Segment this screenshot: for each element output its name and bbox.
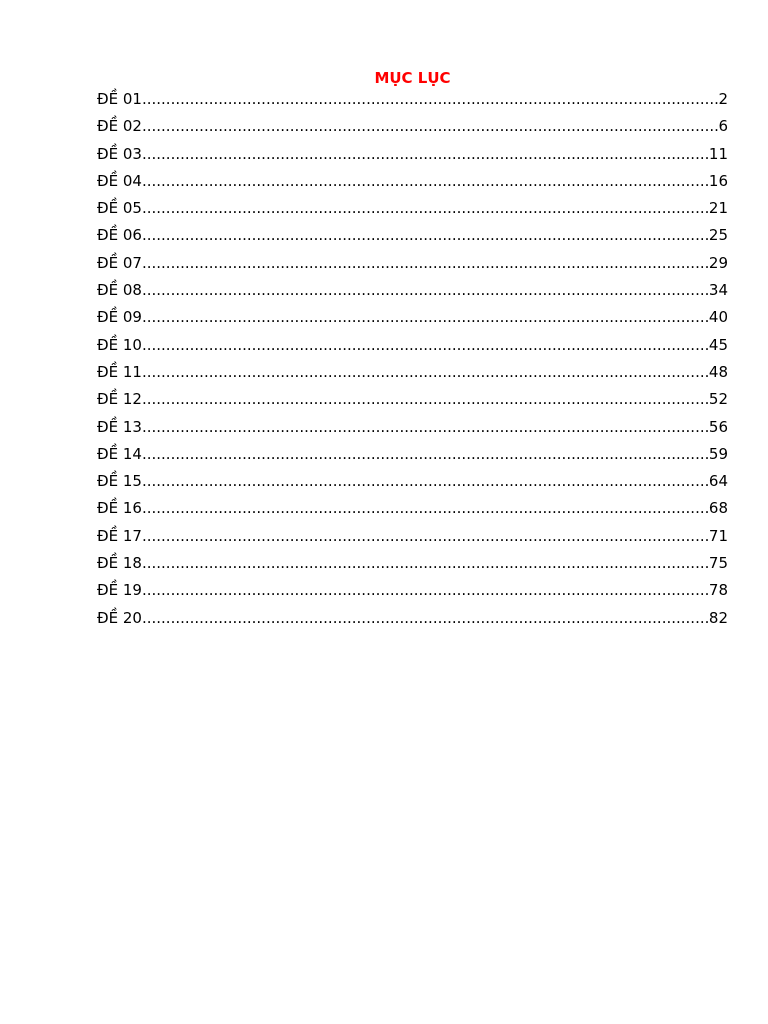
toc-entry-page-number: 2 bbox=[718, 90, 728, 108]
toc-entry-page-number: 11 bbox=[708, 144, 728, 163]
toc-entry[interactable] bbox=[97, 115, 728, 142]
toc-entry-label: ĐỀ 15 bbox=[97, 472, 142, 491]
toc-entry[interactable] bbox=[97, 143, 728, 170]
toc-entry[interactable] bbox=[97, 334, 728, 361]
toc-entry-page-number: 78 bbox=[708, 581, 728, 600]
toc-entry-page-number: 25 bbox=[708, 226, 728, 245]
toc-entry-label: ĐỀ 16 bbox=[97, 499, 142, 518]
toc-entry-label: ĐỀ 14 bbox=[97, 444, 142, 463]
toc-entry[interactable] bbox=[97, 497, 728, 524]
toc-entry[interactable] bbox=[97, 306, 728, 333]
toc-entry-page-number: 6 bbox=[718, 117, 728, 136]
toc-entry-label: ĐỀ 11 bbox=[97, 362, 142, 381]
toc-entry[interactable] bbox=[97, 416, 728, 443]
toc-entry-label: ĐỀ 05 bbox=[97, 199, 142, 218]
toc-dot-leader bbox=[142, 88, 718, 110]
toc-entry-label: ĐỀ 03 bbox=[97, 144, 142, 163]
toc-dot-leader bbox=[142, 279, 709, 301]
toc-entry-page-number: 56 bbox=[708, 417, 728, 436]
toc-dot-leader bbox=[142, 497, 709, 519]
toc-entry-label: ĐỀ 17 bbox=[97, 526, 142, 545]
toc-dot-leader bbox=[142, 470, 709, 492]
toc-entry-label: ĐỀ 02 bbox=[97, 117, 142, 136]
toc-dot-leader bbox=[142, 334, 709, 356]
toc-entry[interactable] bbox=[97, 552, 728, 579]
toc-title: MỤC LỤC bbox=[374, 69, 451, 87]
toc-dot-leader bbox=[142, 224, 709, 246]
toc-entry-label: ĐỀ 19 bbox=[97, 581, 142, 600]
toc-entry-page-number: 16 bbox=[708, 171, 728, 190]
toc-entry-label: ĐỀ 12 bbox=[97, 390, 142, 409]
toc-dot-leader bbox=[142, 443, 709, 465]
toc-entry[interactable] bbox=[97, 525, 728, 552]
toc-dot-leader bbox=[142, 416, 709, 438]
toc-dot-leader bbox=[142, 552, 709, 574]
toc-entry[interactable] bbox=[97, 607, 728, 634]
toc-entry-page-number: 71 bbox=[708, 526, 728, 545]
toc-entry[interactable] bbox=[97, 224, 728, 251]
toc-entry-label: ĐỀ 01 bbox=[97, 90, 142, 108]
toc-dot-leader bbox=[142, 361, 709, 383]
toc-entry-label: ĐỀ 09 bbox=[97, 308, 142, 327]
toc-entry-page-number: 59 bbox=[708, 444, 728, 463]
toc-dot-leader bbox=[142, 388, 709, 410]
toc-list bbox=[97, 88, 728, 634]
toc-entry-page-number: 64 bbox=[708, 472, 728, 491]
toc-entry-page-number: 82 bbox=[708, 608, 728, 627]
toc-entry[interactable] bbox=[97, 252, 728, 279]
toc-entry[interactable] bbox=[97, 88, 728, 115]
toc-entry-label: ĐỀ 06 bbox=[97, 226, 142, 245]
toc-entry-label: ĐỀ 13 bbox=[97, 417, 142, 436]
toc-entry[interactable] bbox=[97, 443, 728, 470]
toc-dot-leader bbox=[142, 607, 709, 629]
toc-entry[interactable] bbox=[97, 388, 728, 415]
toc-dot-leader bbox=[142, 197, 709, 219]
toc-entry-label: ĐỀ 10 bbox=[97, 335, 142, 354]
toc-entry-label: ĐỀ 20 bbox=[97, 608, 142, 627]
toc-entry-label: ĐỀ 18 bbox=[97, 554, 142, 573]
toc-entry[interactable] bbox=[97, 170, 728, 197]
toc-entry-page-number: 52 bbox=[708, 390, 728, 409]
toc-entry[interactable] bbox=[97, 361, 728, 388]
toc-entry-page-number: 40 bbox=[708, 308, 728, 327]
toc-dot-leader bbox=[142, 115, 718, 137]
toc-entry[interactable] bbox=[97, 470, 728, 497]
toc-dot-leader bbox=[142, 170, 709, 192]
toc-entry-label: ĐỀ 08 bbox=[97, 281, 142, 300]
toc-entry-page-number: 45 bbox=[708, 335, 728, 354]
toc-dot-leader bbox=[142, 252, 709, 274]
toc-entry-label: ĐỀ 07 bbox=[97, 253, 142, 272]
toc-entry[interactable] bbox=[97, 197, 728, 224]
toc-entry-label: ĐỀ 04 bbox=[97, 171, 142, 190]
toc-entry-page-number: 75 bbox=[708, 554, 728, 573]
toc-entry[interactable] bbox=[97, 279, 728, 306]
toc-entry-page-number: 29 bbox=[708, 253, 728, 272]
toc-entry-page-number: 21 bbox=[708, 199, 728, 218]
toc-dot-leader bbox=[142, 306, 709, 328]
toc-entry-page-number: 34 bbox=[708, 281, 728, 300]
toc-entry-page-number: 48 bbox=[708, 362, 728, 381]
toc-entry-page-number: 68 bbox=[708, 499, 728, 518]
toc-dot-leader bbox=[142, 143, 709, 165]
toc-entry[interactable] bbox=[97, 579, 728, 606]
toc-dot-leader bbox=[142, 579, 709, 601]
toc-dot-leader bbox=[142, 525, 709, 547]
